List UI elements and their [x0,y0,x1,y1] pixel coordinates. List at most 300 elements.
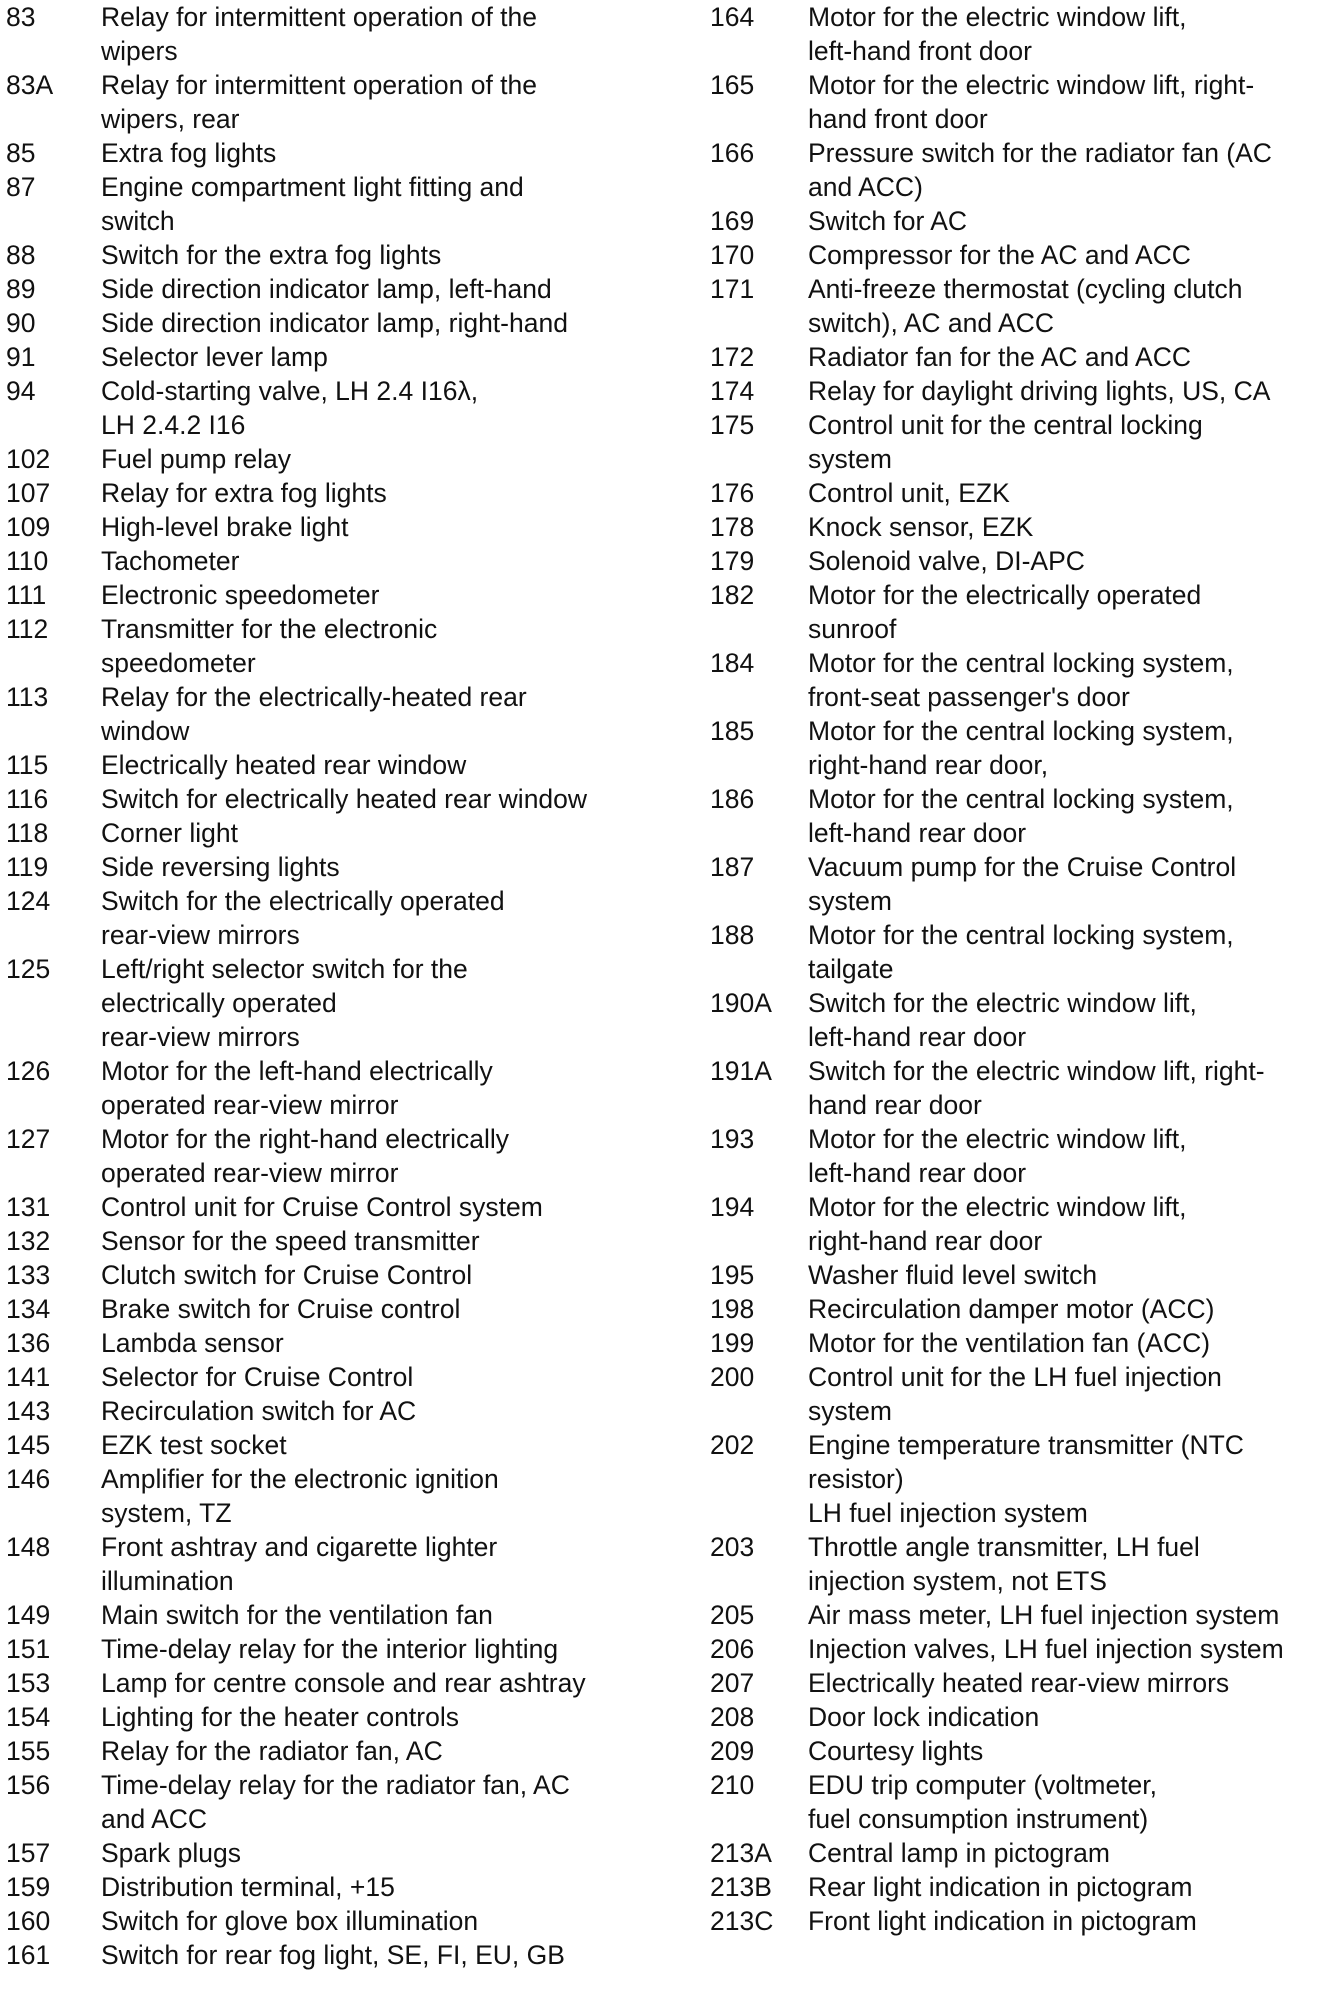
component-number: 213A [710,1838,772,1868]
component-number: 179 [710,546,755,576]
component-number: 159 [6,1872,51,1902]
component-description [808,1292,1320,1326]
description-line: Electrically heated rear window [101,750,467,780]
component-description [808,1904,1320,1938]
description-line: Sensor for the speed transmitter [101,1226,480,1256]
component-entry [710,918,1320,986]
component-description [101,0,646,68]
component-entry [6,816,646,850]
component-description [808,0,1320,68]
description-line: Motor for the electric window lift, right- [808,70,1255,100]
component-entry [710,986,1320,1054]
description-line: Relay for the radiator fan, AC [101,1736,443,1766]
description-line: Selector for Cruise Control [101,1362,414,1392]
component-description [101,442,646,476]
component-number: 90 [6,308,36,338]
component-entry [6,1224,646,1258]
description-line: Clutch switch for Cruise Control [101,1260,473,1290]
component-number: 125 [6,954,51,984]
component-number: 131 [6,1192,51,1222]
description-line: Distribution terminal, +15 [101,1872,395,1902]
component-number: 213B [710,1872,772,1902]
component-description [101,1190,646,1224]
description-line: Electrically heated rear-view mirrors [808,1668,1230,1698]
component-description [101,1632,646,1666]
component-entry [6,1258,646,1292]
description-line: resistor) [808,1464,904,1494]
description-line: Engine compartment light fitting and [101,172,524,202]
component-description [808,986,1320,1054]
component-number: 126 [6,1056,51,1086]
description-line: LH fuel injection system [808,1498,1088,1528]
description-line: Switch for AC [808,206,968,236]
description-line: switch [101,206,175,236]
description-line: Radiator fan for the AC and ACC [808,342,1191,372]
component-entry [710,1598,1320,1632]
description-line: Engine temperature transmitter (NTC [808,1430,1244,1460]
component-description [808,1632,1320,1666]
component-description [808,544,1320,578]
description-line: Recirculation switch for AC [101,1396,417,1426]
component-number: 133 [6,1260,51,1290]
component-description [808,1122,1320,1190]
component-number: 111 [6,580,47,610]
component-entry [6,1632,646,1666]
component-number: 153 [6,1668,51,1698]
description-line: Side reversing lights [101,852,340,882]
component-entry [6,1598,646,1632]
component-entry [710,1768,1320,1836]
component-description [808,204,1320,238]
component-description [808,1666,1320,1700]
description-line: Central lamp in pictogram [808,1838,1110,1868]
component-description [101,1530,646,1598]
component-description [101,816,646,850]
description-line: Relay for extra fog lights [101,478,387,508]
component-number: 182 [710,580,755,610]
description-line: left-hand front door [808,36,1032,66]
description-line: Switch for the electrically operated [101,886,505,916]
component-entry [6,1938,646,1972]
description-line: hand rear door [808,1090,982,1120]
description-line: Tachometer [101,546,240,576]
component-description [101,1292,646,1326]
component-entry [710,1190,1320,1258]
component-description [101,1938,646,1972]
component-number: 115 [6,750,49,780]
component-entry [6,374,646,442]
component-number: 178 [710,512,755,542]
component-description [808,408,1320,476]
component-entry [6,1904,646,1938]
component-number: 109 [6,512,51,542]
component-entry [6,1836,646,1870]
component-entry [6,442,646,476]
description-line: front-seat passenger's door [808,682,1130,712]
component-number: 191A [710,1056,772,1086]
description-line: Time-delay relay for the radiator fan, AC [101,1770,570,1800]
component-entry [6,1190,646,1224]
description-line: EDU trip computer (voltmeter, [808,1770,1158,1800]
description-line: Switch for the electric window lift, right- [808,1056,1265,1086]
component-entry [710,272,1320,340]
description-line: Door lock indication [808,1702,1040,1732]
description-line: Motor for the ventilation fan (ACC) [808,1328,1211,1358]
description-line: injection system, not ETS [808,1566,1107,1596]
component-entry [710,850,1320,918]
description-line: Air mass meter, LH fuel injection system [808,1600,1280,1630]
component-description [808,374,1320,408]
component-description [808,68,1320,136]
component-description [101,1394,646,1428]
component-entry [710,1054,1320,1122]
component-description [808,340,1320,374]
description-line: wipers [101,36,178,66]
component-number: 206 [710,1634,755,1664]
component-entry [710,1258,1320,1292]
component-entry [6,850,646,884]
component-number: 132 [6,1226,51,1256]
component-number: 83 [6,2,36,32]
component-number: 119 [6,852,49,882]
description-line: system [808,1396,892,1426]
description-line: Electronic speedometer [101,580,380,610]
component-entry [710,1870,1320,1904]
component-number: 213C [710,1906,774,1936]
component-number: 116 [6,784,49,814]
component-number: 124 [6,886,51,916]
description-line: Control unit, EZK [808,478,1010,508]
component-description [101,1870,646,1904]
component-description [808,1326,1320,1360]
component-entry [6,1360,646,1394]
description-line: left-hand rear door [808,818,1027,848]
component-number: 164 [710,2,755,32]
component-entry [710,1360,1320,1428]
description-line: fuel consumption instrument) [808,1804,1149,1834]
description-line: Spark plugs [101,1838,241,1868]
component-description [101,306,646,340]
component-number: 151 [6,1634,51,1664]
description-line: Pressure switch for the radiator fan (AC [808,138,1272,168]
component-entry [710,1700,1320,1734]
description-line: Relay for intermittent operation of the [101,70,538,100]
description-line: Motor for the electrically operated [808,580,1202,610]
description-line: Extra fog lights [101,138,277,168]
description-line: left-hand rear door [808,1022,1027,1052]
component-entry [6,170,646,238]
component-entry [710,1530,1320,1598]
component-number: 112 [6,614,49,644]
description-line: Lamp for centre console and rear ashtray [101,1668,586,1698]
description-line: illumination [101,1566,234,1596]
component-number: 190A [710,988,772,1018]
component-entry [6,1734,646,1768]
component-number: 89 [6,274,36,304]
component-description [808,646,1320,714]
component-number: 184 [710,648,755,678]
component-number: 155 [6,1736,51,1766]
component-description [808,1258,1320,1292]
description-line: Relay for intermittent operation of the [101,2,538,32]
description-line: Washer fluid level switch [808,1260,1098,1290]
description-line: speedometer [101,648,256,678]
component-description [808,918,1320,986]
component-entry [6,1870,646,1904]
component-number: 208 [710,1702,755,1732]
description-line: Throttle angle transmitter, LH fuel [808,1532,1200,1562]
component-entry [710,510,1320,544]
component-description [101,952,646,1054]
description-line: Switch for the electric window lift, [808,988,1197,1018]
component-entry [710,408,1320,476]
description-line: tailgate [808,954,894,984]
description-line: Switch for electrically heated rear window [101,784,588,814]
component-entry [6,680,646,748]
description-line: Vacuum pump for the Cruise Control [808,852,1237,882]
description-line: Motor for the left-hand electrically [101,1056,493,1086]
component-number: 203 [710,1532,755,1562]
description-line: right-hand rear door [808,1226,1043,1256]
component-description [101,850,646,884]
component-entry [6,1054,646,1122]
component-number: 160 [6,1906,51,1936]
component-description [101,1734,646,1768]
component-entry [710,204,1320,238]
description-line: Switch for glove box illumination [101,1906,479,1936]
component-description [101,612,646,680]
component-description [101,1360,646,1394]
component-entry [6,238,646,272]
description-line: system [808,886,892,916]
component-description [808,1768,1320,1836]
description-line: Control unit for the central locking [808,410,1203,440]
component-description [808,272,1320,340]
component-description [101,476,646,510]
description-line: switch), AC and ACC [808,308,1054,338]
description-line: Knock sensor, EZK [808,512,1034,542]
component-entry [6,0,646,68]
component-entry [710,1904,1320,1938]
component-number: 171 [710,274,755,304]
component-number: 199 [710,1328,755,1358]
description-line: left-hand rear door [808,1158,1027,1188]
component-entry [6,1122,646,1190]
description-line: Courtesy lights [808,1736,984,1766]
component-description [101,136,646,170]
component-description [101,1700,646,1734]
component-description [101,1768,646,1836]
component-entry [710,136,1320,204]
component-description [101,1258,646,1292]
component-number: 149 [6,1600,51,1630]
component-number: 94 [6,376,36,406]
component-entry [710,1428,1320,1530]
component-number: 136 [6,1328,51,1358]
component-entry [6,1428,646,1462]
component-description [808,782,1320,850]
description-line: Motor for the electric window lift, [808,2,1187,32]
component-number: 193 [710,1124,755,1154]
component-number: 146 [6,1464,51,1494]
component-number: 210 [710,1770,755,1800]
description-line: Motor for the central locking system, [808,716,1234,746]
component-description [808,1734,1320,1768]
description-line: High-level brake light [101,512,349,542]
description-line: window [101,716,190,746]
description-line: EZK test socket [101,1430,287,1460]
component-description [101,578,646,612]
component-entry [6,68,646,136]
component-number: 172 [710,342,755,372]
component-description [808,1190,1320,1258]
component-description [808,136,1320,204]
component-number: 143 [6,1396,51,1426]
component-entry [710,1734,1320,1768]
component-description [101,544,646,578]
component-description [808,238,1320,272]
component-description [101,748,646,782]
component-number: 169 [710,206,755,236]
description-line: rear-view mirrors [101,920,300,950]
component-entry [6,612,646,680]
description-line: Motor for the electric window lift, [808,1192,1187,1222]
component-entry [6,1768,646,1836]
description-line: Front light indication in pictogram [808,1906,1197,1936]
description-line: Rear light indication in pictogram [808,1872,1193,1902]
description-line: Injection valves, LH fuel injection system [808,1634,1284,1664]
component-entry [6,544,646,578]
description-line: system [808,444,892,474]
component-entry [710,1666,1320,1700]
component-number: 156 [6,1770,51,1800]
component-entry [6,340,646,374]
description-line: Motor for the right-hand electrically [101,1124,509,1154]
component-entry [710,714,1320,782]
description-line: system, TZ [101,1498,232,1528]
component-entry [6,1700,646,1734]
component-description [101,884,646,952]
component-number: 91 [6,342,36,372]
component-number: 202 [710,1430,755,1460]
component-entry [6,782,646,816]
component-number: 88 [6,240,36,270]
description-line: Front ashtray and cigarette lighter [101,1532,498,1562]
component-entry [710,374,1320,408]
component-number: 207 [710,1668,755,1698]
description-line: Control unit for Cruise Control system [101,1192,543,1222]
component-number: 148 [6,1532,51,1562]
component-description [101,238,646,272]
component-description [808,476,1320,510]
component-description [101,680,646,748]
component-number: 161 [6,1940,51,1970]
component-entry [710,1836,1320,1870]
description-line: Switch for the extra fog lights [101,240,442,270]
component-number: 186 [710,784,755,814]
component-number: 185 [710,716,755,746]
component-number: 102 [6,444,51,474]
component-number: 170 [710,240,755,270]
component-description [101,272,646,306]
component-description [808,1700,1320,1734]
component-description [101,1224,646,1258]
description-line: wipers, rear [101,104,240,134]
description-line: Brake switch for Cruise control [101,1294,461,1324]
description-line: Amplifier for the electronic ignition [101,1464,499,1494]
component-entry [6,136,646,170]
component-description [808,1530,1320,1598]
component-number: 205 [710,1600,755,1630]
component-description [808,714,1320,782]
component-number: 113 [6,682,49,712]
component-description [101,1462,646,1530]
description-line: and ACC [101,1804,208,1834]
component-description [101,170,646,238]
component-number: 176 [710,478,755,508]
description-line: Selector lever lamp [101,342,328,372]
component-description [101,374,646,442]
component-number: 209 [710,1736,755,1766]
component-entry [710,238,1320,272]
component-entry [710,1632,1320,1666]
component-number: 198 [710,1294,755,1324]
description-line: Compressor for the AC and ACC [808,240,1191,270]
description-line: and ACC) [808,172,923,202]
description-line: right-hand rear door, [808,750,1049,780]
component-number: 107 [6,478,51,508]
component-number: 145 [6,1430,51,1460]
description-line: Switch for rear fog light, SE, FI, EU, GB [101,1940,565,1970]
component-number: 83A [6,70,54,100]
description-line: operated rear-view mirror [101,1158,399,1188]
component-number: 188 [710,920,755,950]
description-line: Fuel pump relay [101,444,292,474]
component-number: 194 [710,1192,755,1222]
description-line: Time-delay relay for the interior lighting [101,1634,559,1664]
component-description [101,1666,646,1700]
component-entry [6,1394,646,1428]
component-description [101,1054,646,1122]
component-number: 187 [710,852,755,882]
component-entry [710,68,1320,136]
description-line: Recirculation damper motor (ACC) [808,1294,1215,1324]
component-description [808,1428,1320,1530]
component-entry [710,0,1320,68]
description-line: Cold-starting valve, LH 2.4 I16λ, [101,376,479,406]
description-line: Side direction indicator lamp, right-hand [101,308,568,338]
component-description [101,782,646,816]
component-number: 118 [6,818,49,848]
component-description [808,1360,1320,1428]
description-line: hand front door [808,104,988,134]
component-description [101,1904,646,1938]
component-number: 165 [710,70,755,100]
component-number: 141 [6,1362,51,1392]
description-line: Motor for the central locking system, [808,784,1234,814]
component-entry [710,340,1320,374]
component-entry [6,1462,646,1530]
description-line: Transmitter for the electronic [101,614,438,644]
component-description [101,1326,646,1360]
component-description [101,340,646,374]
component-description [808,1836,1320,1870]
component-number: 154 [6,1702,51,1732]
component-description [808,1598,1320,1632]
component-number: 174 [710,376,755,406]
description-line: Control unit for the LH fuel injection [808,1362,1222,1392]
description-line: rear-view mirrors [101,1022,300,1052]
